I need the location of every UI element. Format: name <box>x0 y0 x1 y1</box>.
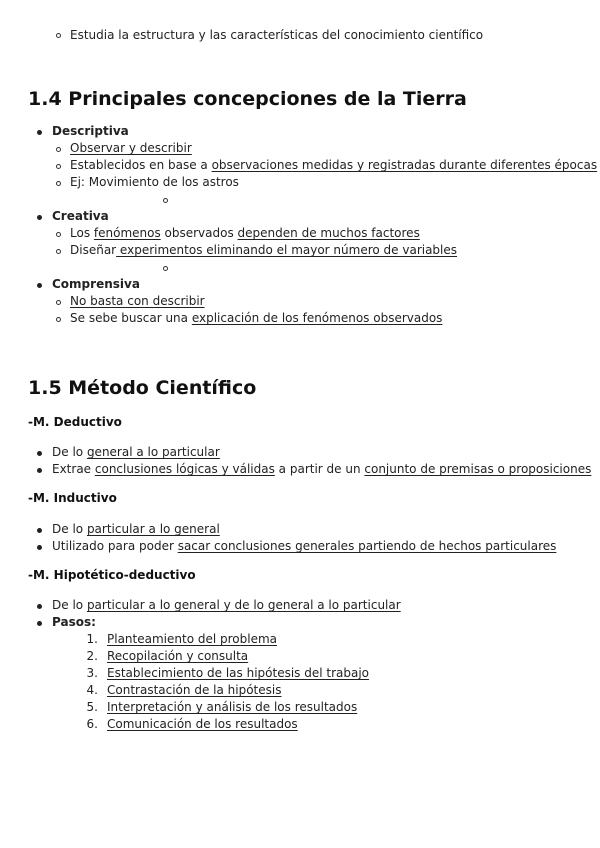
step-text[interactable]: Establecimiento de las hipótesis del trabajo <box>107 666 370 680</box>
circle-bullet-icon <box>56 181 61 186</box>
empty-circle-bullet-icon <box>163 198 168 203</box>
sacar-conclusiones-link[interactable]: sacar conclusiones generales partiendo de hechos particulares <box>177 539 557 553</box>
bullet-icon <box>37 130 42 135</box>
inductivo-item-1: De lo particular a lo general <box>52 522 220 536</box>
circle-bullet-icon <box>56 249 61 254</box>
descriptiva-item-2-link[interactable]: observaciones medidas y registradas durante diferentes épocas <box>211 158 598 172</box>
descriptiva-item-3: Ej: Movimiento de los astros <box>70 175 239 189</box>
explicacion-link[interactable]: explicación de los fenómenos observados <box>191 311 443 325</box>
descriptiva-item-2: Establecidos en base a observaciones medidas y registradas durante diferentes épocas <box>70 158 598 172</box>
step-text[interactable]: Contrastación de la hipótesis <box>107 683 282 697</box>
circle-bullet-icon <box>56 147 61 152</box>
hipotetico-item-1: De lo particular a lo general y de lo general a lo particular <box>52 598 401 612</box>
conclusiones-link[interactable]: conclusiones lógicas y válidas <box>94 462 275 476</box>
step-number: 5. <box>86 700 98 714</box>
step-number: 1. <box>86 632 98 646</box>
bullet-icon <box>37 468 42 473</box>
descriptiva-item-1[interactable]: Observar y describir <box>70 141 192 155</box>
bullet-icon <box>37 545 42 550</box>
creativa-item-1: Los fenómenos observados dependen de muchos factores <box>70 226 420 240</box>
step-text[interactable]: Interpretación y análisis de los resultados <box>107 700 358 714</box>
bullet-icon <box>37 451 42 456</box>
circle-bullet-icon <box>56 232 61 237</box>
section-title-1-5: 1.5 Método Científico <box>28 377 257 399</box>
premisas-link[interactable]: conjunto de premisas o proposiciones <box>364 462 592 476</box>
empty-circle-bullet-icon <box>163 266 168 271</box>
deductivo-item-2: Extrae conclusiones lógicas y válidas a partir de un conjunto de premisas o proposiciones <box>52 462 592 476</box>
particular-general-link[interactable]: particular a lo general <box>86 522 220 536</box>
step-number: 6. <box>86 717 98 731</box>
factores-link[interactable]: dependen de muchos factores <box>237 226 420 240</box>
top-item-text: Estudia la estructura y las características del conocimiento científico <box>70 28 484 42</box>
bullet-icon <box>37 283 42 288</box>
experimentos-link[interactable]: experimentos eliminando el mayor número de variables <box>116 243 458 257</box>
circle-bullet-icon <box>56 164 61 169</box>
descriptiva-label: Descriptiva <box>52 124 129 138</box>
bullet-icon <box>37 215 42 220</box>
step-text[interactable]: Planteamiento del problema <box>107 632 277 646</box>
pasos-label: Pasos: <box>52 615 96 629</box>
section-title-1-4: 1.4 Principales concepciones de la Tierra <box>28 88 467 110</box>
comprensiva-label: Comprensiva <box>52 277 140 291</box>
hipotetico-heading: -M. Hipotético-deductivo <box>28 568 196 582</box>
deductivo-item-1: De lo general a lo particular <box>52 445 220 459</box>
step-number: 2. <box>86 649 98 663</box>
circle-bullet-icon <box>56 33 61 38</box>
particular-general-particular-link[interactable]: particular a lo general y de lo general a lo particular <box>86 598 401 612</box>
circle-bullet-icon <box>56 317 61 322</box>
step-text[interactable]: Comunicación de los resultados <box>107 717 298 731</box>
step-text[interactable]: Recopilación y consulta <box>107 649 249 663</box>
circle-bullet-icon <box>56 300 61 305</box>
creativa-label: Creativa <box>52 209 109 223</box>
deductivo-heading: -M. Deductivo <box>28 415 122 429</box>
comprensiva-item-2: Se sebe buscar una explicación de los fenómenos observados <box>70 311 443 325</box>
bullet-icon <box>37 604 42 609</box>
inductivo-item-2: Utilizado para poder sacar conclusiones generales partiendo de hechos particulares <box>52 539 557 553</box>
creativa-item-2: Diseñar experimentos eliminando el mayor número de variables <box>70 243 458 257</box>
general-particular-link[interactable]: general a lo particular <box>86 445 220 459</box>
fenomenos-link[interactable]: fenómenos <box>93 226 161 240</box>
bullet-icon <box>37 621 42 626</box>
inductivo-heading: -M. Inductivo <box>28 491 117 505</box>
bullet-icon <box>37 528 42 533</box>
comprensiva-item-1[interactable]: No basta con describir <box>70 294 205 308</box>
step-number: 3. <box>86 666 98 680</box>
step-number: 4. <box>86 683 98 697</box>
